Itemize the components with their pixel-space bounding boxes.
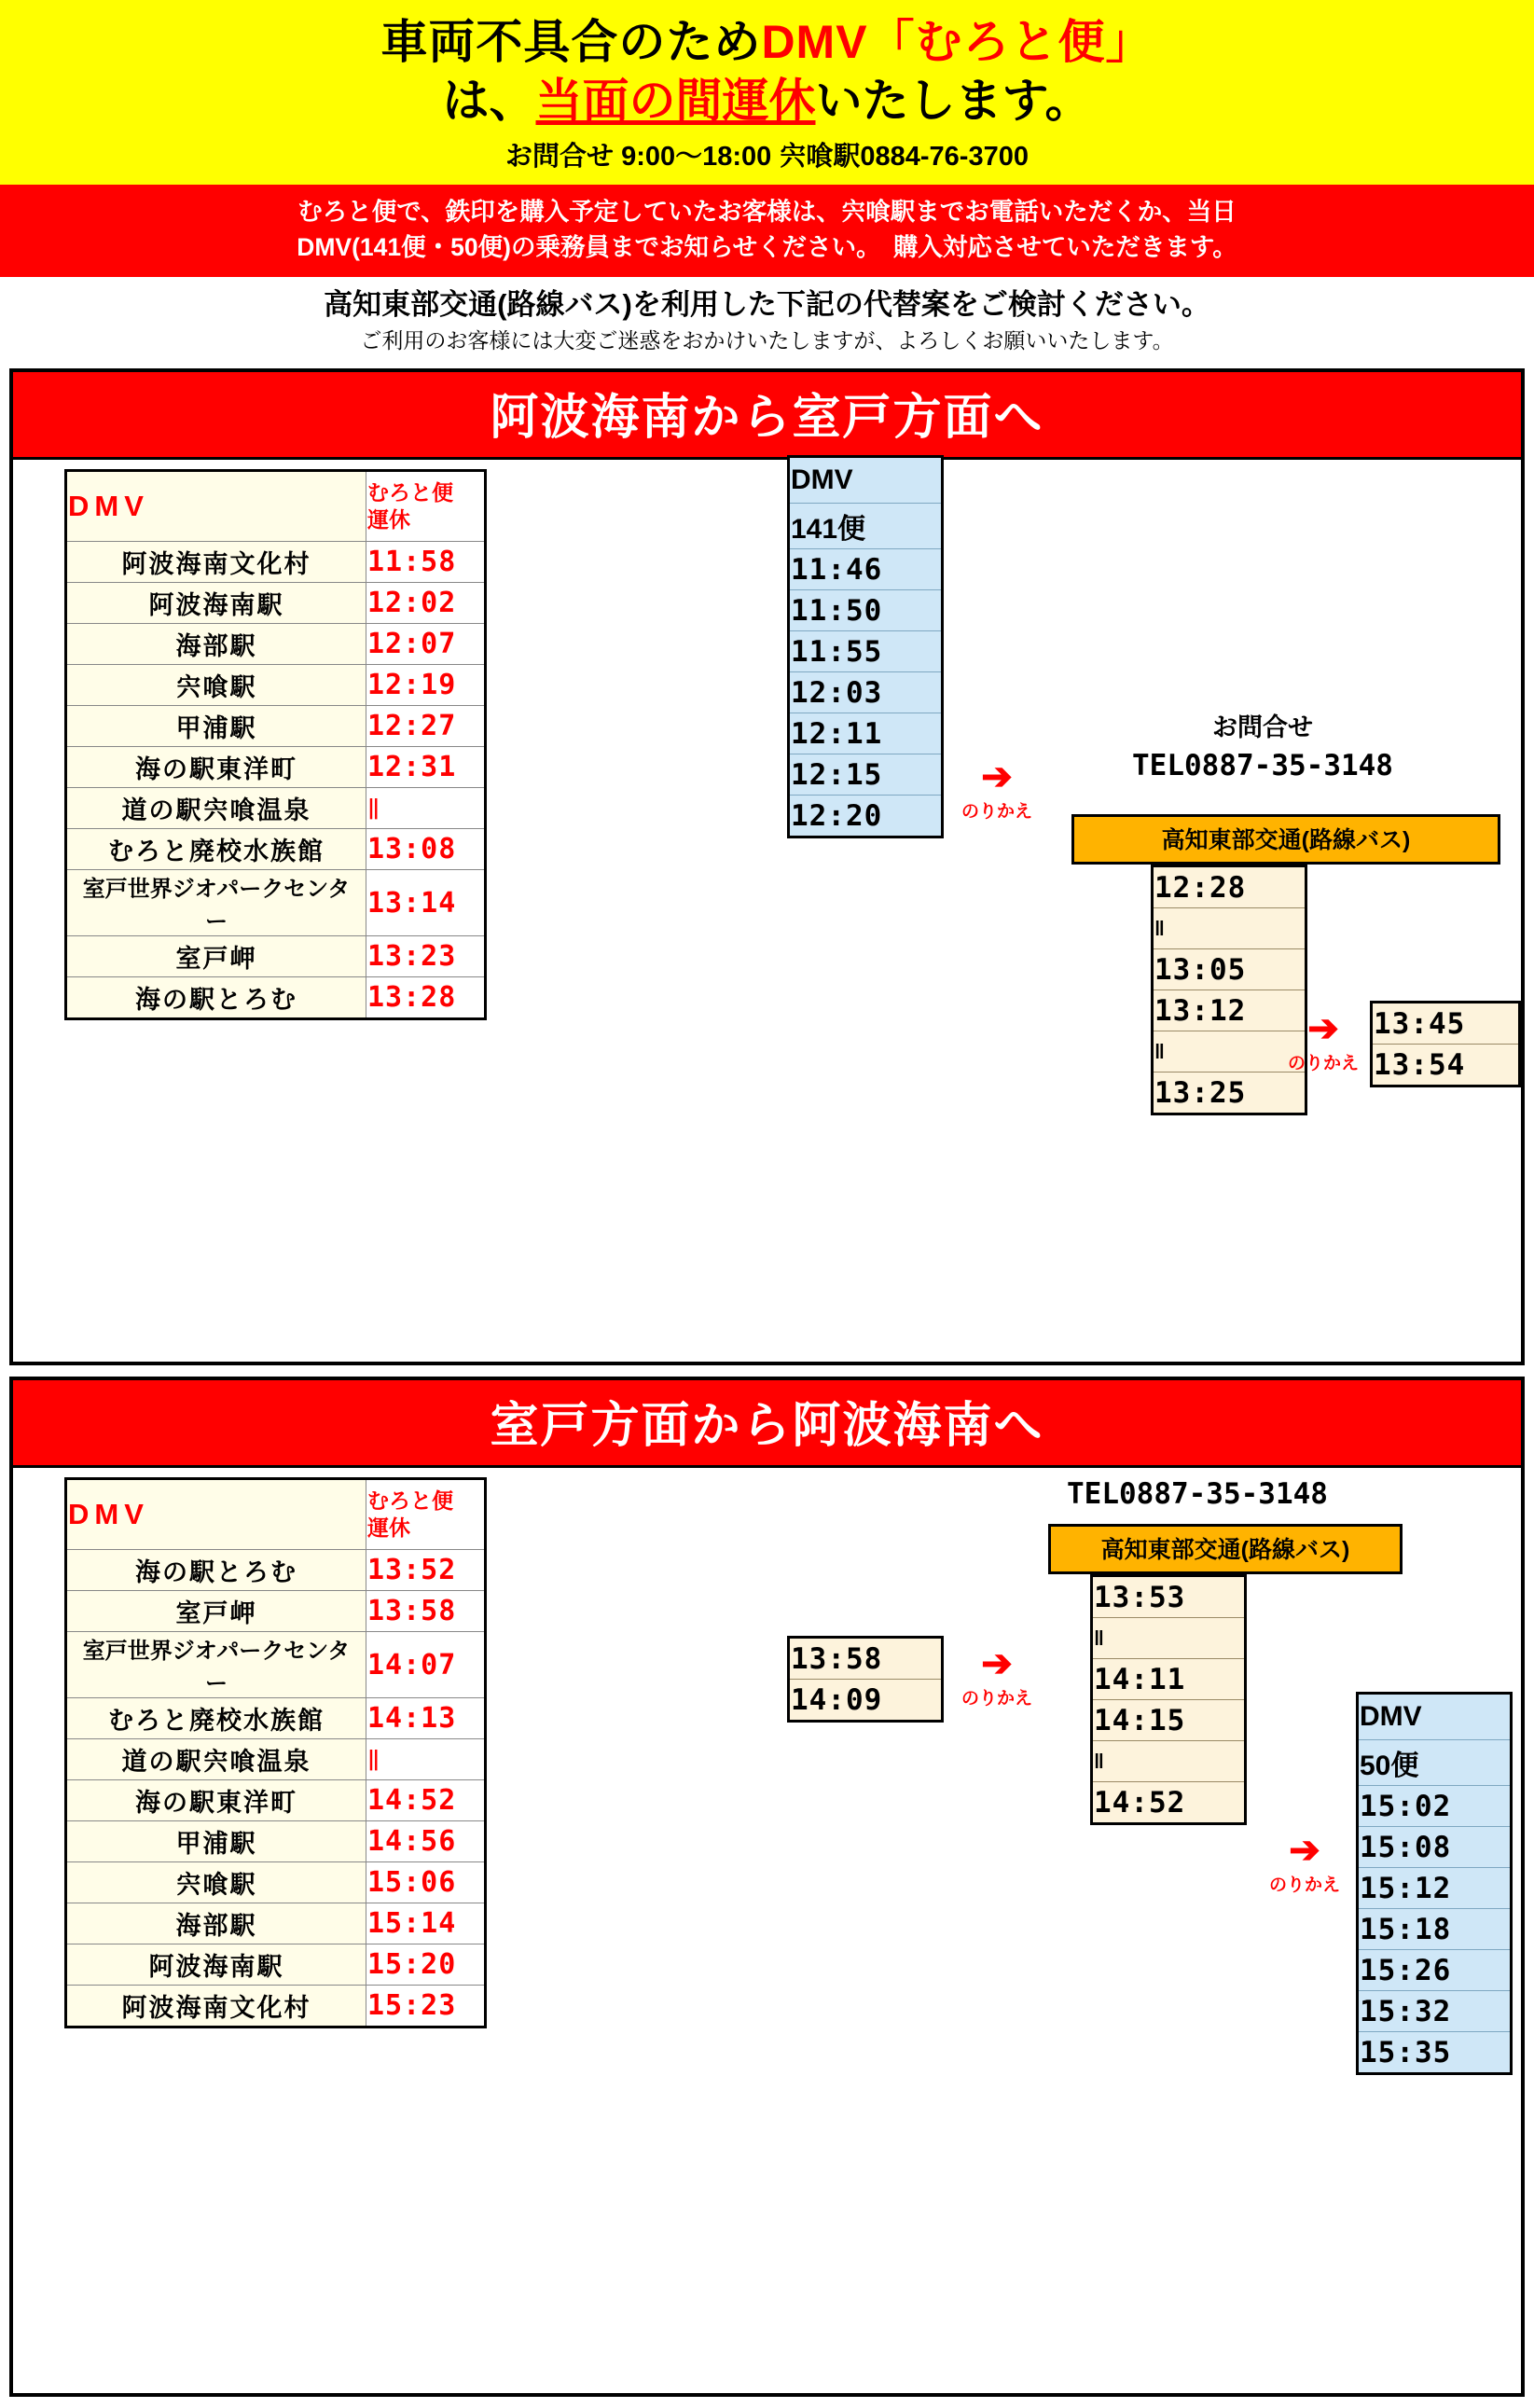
section2-transfer-2 xyxy=(1253,1832,1356,1896)
muroto-bin-header-line2: 運休 xyxy=(367,1515,410,1541)
station-name: 海の駅東洋町 xyxy=(66,747,366,788)
station-time: 14:52 xyxy=(366,1780,486,1821)
dmv50-header-line2: 50便 xyxy=(1358,1740,1512,1786)
dmv50-time: 15:18 xyxy=(1358,1909,1512,1950)
headline-part2-post: いたします。 xyxy=(815,74,1092,127)
station-name: 海の駅とろむ xyxy=(66,1550,366,1591)
table-row xyxy=(1092,1659,1246,1700)
station-name: 海部駅 xyxy=(66,624,366,665)
red-notice-line2: DMV(141便・50便)の乗務員までお知らせください。 購入対応させていただきます。 xyxy=(297,233,1237,262)
station-time: 13:58 xyxy=(366,1591,486,1632)
table-row xyxy=(66,788,486,829)
table-row xyxy=(1358,2032,1512,2074)
section2-title: 室戸方面から阿波海南へ xyxy=(13,1380,1521,1468)
station-name: 甲浦駅 xyxy=(66,706,366,747)
table-row xyxy=(66,1550,486,1591)
arrow-right-icon: ➔ xyxy=(1307,1008,1339,1050)
table-header-row xyxy=(789,457,943,504)
section2-dmv-timetable xyxy=(64,1477,487,2028)
dmv141-time: 12:15 xyxy=(789,754,943,796)
section2-transfer-1 xyxy=(946,1645,1048,1709)
table-row xyxy=(1092,1741,1246,1782)
arrow-right-icon: ➔ xyxy=(981,756,1013,798)
section1-dmv-timetable xyxy=(64,469,487,1020)
table-row xyxy=(1358,1909,1512,1950)
table-row xyxy=(1358,1991,1512,2032)
station-name: 室戸世界ジオパークセンター xyxy=(66,1632,366,1698)
section-awakainan-to-muroto xyxy=(9,368,1525,1365)
table-row xyxy=(66,747,486,788)
station-time: 13:23 xyxy=(366,936,486,977)
dmv50-header-line1: DMV xyxy=(1358,1694,1512,1740)
table-row xyxy=(66,1739,486,1780)
table-row xyxy=(1358,1868,1512,1909)
table-row xyxy=(789,590,943,631)
station-name: 阿波海南駅 xyxy=(66,1944,366,1986)
station-time: 15:20 xyxy=(366,1944,486,1986)
table-row xyxy=(66,1944,486,1986)
bus-time: 14:11 xyxy=(1092,1659,1246,1700)
bus-operator-header: 高知東部交通(路線バス) xyxy=(1071,814,1500,865)
dmv141-time: 11:46 xyxy=(789,549,943,590)
table-row xyxy=(66,936,486,977)
dmv50-time: 15:35 xyxy=(1358,2032,1512,2074)
headline-part1: 車両不具合のため xyxy=(380,16,762,68)
section1-dmv141-column xyxy=(787,455,944,838)
headline-part1-red: DMV「むろと便」 xyxy=(761,16,1154,68)
muroto-bin-header-line1: むろと便 xyxy=(367,1488,453,1514)
header-yellow-banner xyxy=(0,0,1534,185)
table-row xyxy=(66,665,486,706)
table-row xyxy=(66,870,486,936)
muroto-bin-header xyxy=(366,471,486,542)
bus-time: ‖ xyxy=(1153,1031,1306,1073)
start-time: 13:58 xyxy=(789,1638,943,1680)
bus-operator-header: 高知東部交通(路線バス) xyxy=(1048,1524,1403,1574)
transfer-label: のりかえ xyxy=(1268,1875,1340,1896)
table-row xyxy=(1358,1786,1512,1827)
header-headline-line1 xyxy=(9,13,1525,72)
station-name: 室戸岬 xyxy=(66,1591,366,1632)
table-row xyxy=(66,583,486,624)
station-time: 12:07 xyxy=(366,624,486,665)
station-name: 海の駅とろむ xyxy=(66,977,366,1019)
table-row xyxy=(1372,1045,1520,1086)
section1-contact-block xyxy=(1048,707,1477,782)
station-time: 15:06 xyxy=(366,1862,486,1903)
station-name: 阿波海南文化村 xyxy=(66,1986,366,2027)
station-time: 13:28 xyxy=(366,977,486,1019)
table-header-row xyxy=(66,471,486,542)
table-row xyxy=(66,624,486,665)
dmv141-header-line2: 141便 xyxy=(789,504,943,549)
table-row xyxy=(789,672,943,713)
station-name: 宍喰駅 xyxy=(66,665,366,706)
muroto-bin-header xyxy=(366,1479,486,1550)
bus-time: 13:25 xyxy=(1153,1073,1306,1114)
table-row xyxy=(66,1821,486,1862)
station-time: ‖ xyxy=(366,788,486,829)
section1-transfer-2 xyxy=(1272,1010,1375,1074)
section2-start-times-table xyxy=(787,1636,944,1723)
muroto-bin-header-line2: 運休 xyxy=(367,507,410,533)
table-row xyxy=(1358,1827,1512,1868)
table-row xyxy=(1153,1073,1306,1114)
station-name: 海の駅東洋町 xyxy=(66,1780,366,1821)
table-header-row xyxy=(1358,1740,1512,1786)
station-time: 12:31 xyxy=(366,747,486,788)
station-time: 13:14 xyxy=(366,870,486,936)
dmv50-time: 15:32 xyxy=(1358,1991,1512,2032)
station-time: 13:08 xyxy=(366,829,486,870)
station-time: ‖ xyxy=(366,1739,486,1780)
dmv141-header-line1: DMV xyxy=(789,457,943,504)
station-name: 道の駅宍喰温泉 xyxy=(66,788,366,829)
red-notice-line1: むろと便で、鉄印を購入予定していたお客様は、宍喰駅までお電話いただくか、当日 xyxy=(297,198,1237,226)
bus-time: 13:05 xyxy=(1153,949,1306,990)
station-time: 15:14 xyxy=(366,1903,486,1944)
table-row xyxy=(1092,1700,1246,1741)
dmv50-time: 15:12 xyxy=(1358,1868,1512,1909)
table-row xyxy=(1358,1950,1512,1991)
station-time: 15:23 xyxy=(366,1986,486,2027)
station-name: 宍喰駅 xyxy=(66,1862,366,1903)
muroto-bin-header-line1: むろと便 xyxy=(367,480,453,505)
headline-part2-red: 当面の間運休 xyxy=(535,74,816,127)
table-row xyxy=(1092,1576,1246,1618)
headline-part2: は、 xyxy=(442,74,536,127)
transfer-label: のりかえ xyxy=(960,1689,1032,1709)
table-row xyxy=(1153,949,1306,990)
table-row xyxy=(1372,1003,1520,1045)
section2-body xyxy=(13,1468,1521,2393)
transfer-label: のりかえ xyxy=(1287,1054,1359,1074)
table-row xyxy=(789,631,943,672)
bus-time: 13:12 xyxy=(1153,990,1306,1031)
table-row xyxy=(1092,1618,1246,1659)
table-row xyxy=(1153,866,1306,908)
red-notice-box xyxy=(0,185,1534,277)
table-row xyxy=(789,1638,943,1680)
section1-title: 阿波海南から室戸方面へ xyxy=(13,372,1521,460)
arrow-right-icon: ➔ xyxy=(1289,1830,1320,1872)
section1-transfer-1 xyxy=(946,758,1048,823)
station-name: 海部駅 xyxy=(66,1903,366,1944)
table-row xyxy=(1092,1782,1246,1824)
station-time: 14:13 xyxy=(366,1698,486,1739)
table-row xyxy=(66,829,486,870)
station-name: 甲浦駅 xyxy=(66,1821,366,1862)
bus-time: 14:52 xyxy=(1092,1782,1246,1824)
bus-time: 14:15 xyxy=(1092,1700,1246,1741)
final-time: 13:45 xyxy=(1372,1003,1520,1045)
dmv141-time: 12:03 xyxy=(789,672,943,713)
table-row xyxy=(1153,908,1306,949)
table-header-row xyxy=(1358,1694,1512,1740)
contact-label: お問合せ xyxy=(1212,713,1313,742)
station-time: 12:27 xyxy=(366,706,486,747)
dmv141-time: 12:20 xyxy=(789,796,943,837)
dmv141-time: 12:11 xyxy=(789,713,943,754)
table-row xyxy=(66,1986,486,2027)
section2-contact-tel: TEL0887-35-3148 xyxy=(1067,1477,1328,1512)
section1-bus-times-table xyxy=(1151,865,1307,1115)
dmv141-time: 11:50 xyxy=(789,590,943,631)
station-time: 12:02 xyxy=(366,583,486,624)
station-name: むろと廃校水族館 xyxy=(66,1698,366,1739)
dmv50-time: 15:26 xyxy=(1358,1950,1512,1991)
white-notice-line1: 高知東部交通(路線バス)を利用した下記の代替案をご検討ください。 xyxy=(324,287,1210,321)
bus-time: ‖ xyxy=(1092,1618,1246,1659)
table-row xyxy=(789,754,943,796)
station-name: むろと廃校水族館 xyxy=(66,829,366,870)
station-time: 12:19 xyxy=(366,665,486,706)
table-row xyxy=(66,1698,486,1739)
dmv141-time: 11:55 xyxy=(789,631,943,672)
table-row xyxy=(66,1903,486,1944)
bus-time: 13:53 xyxy=(1092,1576,1246,1618)
station-name: 室戸世界ジオパークセンター xyxy=(66,870,366,936)
table-row xyxy=(66,977,486,1019)
arrow-right-icon: ➔ xyxy=(981,1643,1013,1685)
table-header-row xyxy=(789,504,943,549)
section2-dmv50-column xyxy=(1356,1692,1513,2075)
section-muroto-to-awakainan xyxy=(9,1377,1525,2397)
start-time: 14:09 xyxy=(789,1680,943,1722)
transfer-label: のりかえ xyxy=(960,802,1032,823)
header-contact-line: お問合せ 9:00〜18:00 宍喰駅0884-76-3700 xyxy=(505,142,1029,172)
table-header-row xyxy=(66,1479,486,1550)
white-notice-line2: ご利用のお客様には大変ご迷惑をおかけいたしますが、よろしくお願いいたします。 xyxy=(360,328,1174,353)
dmv50-time: 15:08 xyxy=(1358,1827,1512,1868)
section2-bus-times-table xyxy=(1090,1574,1247,1825)
section1-final-times-table xyxy=(1370,1001,1521,1087)
header-headline-line2 xyxy=(9,72,1525,131)
table-row xyxy=(66,1780,486,1821)
bus-time: ‖ xyxy=(1092,1741,1246,1782)
dmv-header-label: DMV xyxy=(66,1479,366,1550)
final-time: 13:54 xyxy=(1372,1045,1520,1086)
station-name: 阿波海南文化村 xyxy=(66,542,366,583)
table-row xyxy=(66,1591,486,1632)
section1-body xyxy=(13,460,1521,1362)
table-row xyxy=(789,1680,943,1722)
dmv50-time: 15:02 xyxy=(1358,1786,1512,1827)
section2-bus-column xyxy=(1048,1524,1403,1825)
table-row xyxy=(789,713,943,754)
white-notice-block xyxy=(0,277,1534,363)
contact-tel: TEL0887-35-3148 xyxy=(1132,749,1393,783)
station-time: 14:07 xyxy=(366,1632,486,1698)
station-time: 11:58 xyxy=(366,542,486,583)
station-name: 道の駅宍喰温泉 xyxy=(66,1739,366,1780)
dmv-header-label: DMV xyxy=(66,471,366,542)
station-name: 阿波海南駅 xyxy=(66,583,366,624)
station-time: 14:56 xyxy=(366,1821,486,1862)
table-row xyxy=(66,1632,486,1698)
station-time: 13:52 xyxy=(366,1550,486,1591)
table-row xyxy=(66,706,486,747)
station-name: 室戸岬 xyxy=(66,936,366,977)
table-row xyxy=(789,549,943,590)
bus-time: 12:28 xyxy=(1153,866,1306,908)
table-row xyxy=(789,796,943,837)
table-row xyxy=(66,1862,486,1903)
bus-time: ‖ xyxy=(1153,908,1306,949)
table-row xyxy=(66,542,486,583)
